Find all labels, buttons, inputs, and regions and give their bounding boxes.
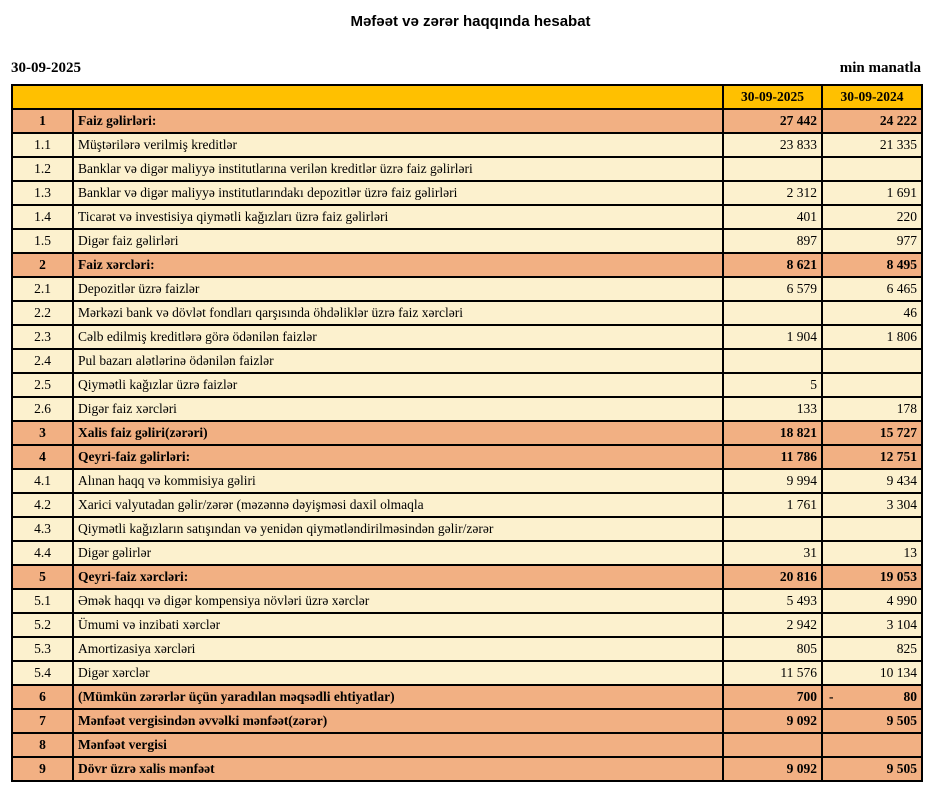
row-label: Digər faiz xərcləri: [73, 397, 723, 421]
row-value-previous: 9 505: [822, 709, 922, 733]
row-label: Dövr üzrə xalis mənfəət: [73, 757, 723, 781]
row-number: 1.5: [12, 229, 73, 253]
row-number: 4: [12, 445, 73, 469]
row-label: Xalis faiz gəliri(zərəri): [73, 421, 723, 445]
row-value-current: 133: [723, 397, 822, 421]
row-value-current: 27 442: [723, 109, 822, 133]
row-value-current: 9 994: [723, 469, 822, 493]
table-row: [12, 397, 922, 421]
table-row: [12, 157, 922, 181]
row-number: 2.6: [12, 397, 73, 421]
table-row: [12, 277, 922, 301]
row-value-current: 805: [723, 637, 822, 661]
row-number: 3: [12, 421, 73, 445]
table-row: [12, 709, 922, 733]
row-value-previous: 10 134: [822, 661, 922, 685]
row-value-current: 6 579: [723, 277, 822, 301]
row-number: 5.1: [12, 589, 73, 613]
row-number: 4.4: [12, 541, 73, 565]
row-label: Ticarət və investisiya qiymətli kağızları üzrə faiz gəlirləri: [73, 205, 723, 229]
row-label: Xarici valyutadan gəlir/zərər (məzənnə dəyişməsi daxil olmaqla: [73, 493, 723, 517]
table-row: [12, 637, 922, 661]
table-row: [12, 325, 922, 349]
row-number: 1.4: [12, 205, 73, 229]
row-value-previous: [822, 349, 922, 373]
row-value-current: 18 821: [723, 421, 822, 445]
row-label: Digər faiz gəlirləri: [73, 229, 723, 253]
table-row: [12, 685, 922, 709]
table-row: [12, 421, 922, 445]
row-label: Qeyri-faiz xərcləri:: [73, 565, 723, 589]
row-value-previous: 1 806: [822, 325, 922, 349]
row-value-previous: 9 434: [822, 469, 922, 493]
row-number: 5.2: [12, 613, 73, 637]
row-value-previous: 13: [822, 541, 922, 565]
row-label: (Mümkün zərərlər üçün yaradılan məqsədli ehtiyatlar): [73, 685, 723, 709]
row-label: Mənfəət vergisindən əvvəlki mənfəət(zərər): [73, 709, 723, 733]
table-row: [12, 565, 922, 589]
row-value-current: 5 493: [723, 589, 822, 613]
header-col-current: 30-09-2025: [723, 85, 822, 109]
table-row: [12, 301, 922, 325]
row-value-current: 1 761: [723, 493, 822, 517]
header-col-previous: 30-09-2024: [822, 85, 922, 109]
row-number: 8: [12, 733, 73, 757]
row-value-current: 1 904: [723, 325, 822, 349]
table-row: [12, 133, 922, 157]
row-value-previous: 15 727: [822, 421, 922, 445]
row-value-previous: 3 304: [822, 493, 922, 517]
row-value-current: [723, 157, 822, 181]
row-value-current: 897: [723, 229, 822, 253]
row-number: 7: [12, 709, 73, 733]
table-row: [12, 661, 922, 685]
row-number: 2.4: [12, 349, 73, 373]
row-number: 1.2: [12, 157, 73, 181]
table-row: [12, 349, 922, 373]
profit-loss-table: [11, 84, 923, 782]
row-label: Banklar və digər maliyyə institutlarındakı depozitlər üzrə faiz gəlirləri: [73, 181, 723, 205]
row-label: Banklar və digər maliyyə institutlarına verilən kreditlər üzrə faiz gəlirləri: [73, 157, 723, 181]
row-value-previous: 4 990: [822, 589, 922, 613]
row-value-previous: 977: [822, 229, 922, 253]
row-value-previous: 178: [822, 397, 922, 421]
table-row: [12, 757, 922, 781]
table-row: [12, 589, 922, 613]
row-value-previous: 21 335: [822, 133, 922, 157]
table-row: [12, 733, 922, 757]
row-label: Amortizasiya xərcləri: [73, 637, 723, 661]
row-label: Ümumi və inzibati xərclər: [73, 613, 723, 637]
negative-sign: -: [829, 689, 834, 704]
row-number: 1.1: [12, 133, 73, 157]
row-label: Faiz xərcləri:: [73, 253, 723, 277]
row-label: Mənfəət vergisi: [73, 733, 723, 757]
row-label: Digər xərclər: [73, 661, 723, 685]
row-value-previous: 9 505: [822, 757, 922, 781]
row-number: 1.3: [12, 181, 73, 205]
table-row: [12, 445, 922, 469]
row-value-previous: 12 751: [822, 445, 922, 469]
row-value-previous: 24 222: [822, 109, 922, 133]
row-value-previous: [822, 373, 922, 397]
row-value-previous: 46: [822, 301, 922, 325]
table-row: [12, 613, 922, 637]
row-label: Mərkəzi bank və dövlət fondları qarşısında öhdəliklər üzrə faiz xərcləri: [73, 301, 723, 325]
row-value-previous: 3 104: [822, 613, 922, 637]
row-value-previous: - 80: [822, 685, 922, 709]
row-value-current: 9 092: [723, 757, 822, 781]
meta-row: [11, 60, 921, 77]
row-value-previous: 6 465: [822, 277, 922, 301]
row-value-previous: 220: [822, 205, 922, 229]
row-value-current: 8 621: [723, 253, 822, 277]
row-value-current: 11 786: [723, 445, 822, 469]
row-value-current: [723, 733, 822, 757]
row-label: Müştərilərə verilmiş kreditlər: [73, 133, 723, 157]
row-value-current: 31: [723, 541, 822, 565]
table-row: [12, 469, 922, 493]
row-value-current: [723, 517, 822, 541]
row-number: 6: [12, 685, 73, 709]
table-row: [12, 229, 922, 253]
row-value-current: 23 833: [723, 133, 822, 157]
row-number: 5.3: [12, 637, 73, 661]
currency-unit: min manatla: [839, 60, 921, 76]
row-value-current: [723, 349, 822, 373]
row-label: Depozitlər üzrə faizlər: [73, 277, 723, 301]
page-title: Məfəət və zərər haqqında hesabat: [350, 13, 591, 30]
table-row: [12, 373, 922, 397]
row-label: Cəlb edilmiş kreditlərə görə ödənilən faizlər: [73, 325, 723, 349]
row-value-current: 5: [723, 373, 822, 397]
row-value-previous: 8 495: [822, 253, 922, 277]
row-number: 5: [12, 565, 73, 589]
row-label: Faiz gəlirləri:: [73, 109, 723, 133]
table-row: [12, 253, 922, 277]
row-number: 5.4: [12, 661, 73, 685]
row-value-previous: 1 691: [822, 181, 922, 205]
row-number: 2.5: [12, 373, 73, 397]
row-label: Əmək haqqı və digər kompensiya növləri üzrə xərclər: [73, 589, 723, 613]
row-number: 4.2: [12, 493, 73, 517]
row-value-current: [723, 301, 822, 325]
table-header-row: [12, 85, 922, 109]
row-value-previous: [822, 733, 922, 757]
table-row: [12, 205, 922, 229]
row-value-current: 11 576: [723, 661, 822, 685]
row-value-current: 20 816: [723, 565, 822, 589]
row-number: 2: [12, 253, 73, 277]
row-label: Digər gəlirlər: [73, 541, 723, 565]
table-row: [12, 181, 922, 205]
table-row: [12, 541, 922, 565]
row-value-current: 2 312: [723, 181, 822, 205]
row-value-current: 401: [723, 205, 822, 229]
row-value-previous: 825: [822, 637, 922, 661]
row-number: 4.3: [12, 517, 73, 541]
report-date: 30-09-2025: [11, 60, 81, 76]
row-number: 2.1: [12, 277, 73, 301]
header-empty-cell: [12, 85, 723, 109]
row-value-current: 9 092: [723, 709, 822, 733]
row-number: 4.1: [12, 469, 73, 493]
row-value-current: 700: [723, 685, 822, 709]
row-label: Qiymətli kağızlar üzrə faizlər: [73, 373, 723, 397]
row-value-previous: [822, 157, 922, 181]
row-number: 9: [12, 757, 73, 781]
row-number: 2.2: [12, 301, 73, 325]
table-row: [12, 109, 922, 133]
row-label: Alınan haqq və kommisiya gəliri: [73, 469, 723, 493]
row-value-previous: 19 053: [822, 565, 922, 589]
row-label: Qeyri-faiz gəlirləri:: [73, 445, 723, 469]
table-row: [12, 493, 922, 517]
row-label: Qiymətli kağızların satışından və yenidən qiymətləndirilməsindən gəlir/zərər: [73, 517, 723, 541]
row-value-previous: [822, 517, 922, 541]
row-value-current: 2 942: [723, 613, 822, 637]
row-label: Pul bazarı alətlərinə ödənilən faizlər: [73, 349, 723, 373]
row-number: 1: [12, 109, 73, 133]
row-number: 2.3: [12, 325, 73, 349]
table-row: [12, 517, 922, 541]
